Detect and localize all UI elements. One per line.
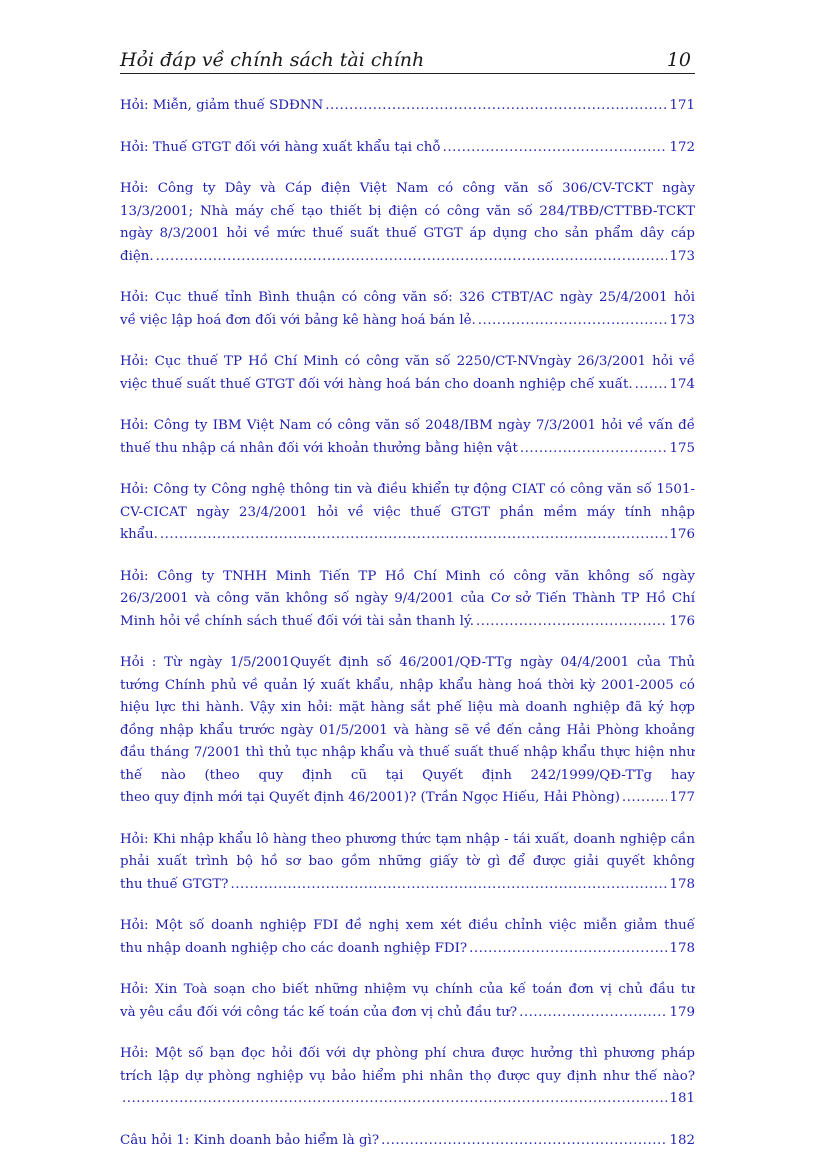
toc-entry-last-line: Hỏi: Miễn, giảm thuế SDĐNN — [120, 98, 324, 113]
toc-entry-text: Hỏi: Cục thuế tỉnh Bình thuận có công văn số: 326 CTBT/AC ngày 25/4/2001 hỏi — [120, 290, 695, 305]
toc-entry[interactable] — [120, 137, 695, 160]
toc-page-number[interactable]: 178 — [669, 876, 695, 892]
toc-page-number[interactable]: 176 — [669, 527, 695, 542]
dot-leader — [469, 938, 667, 961]
toc-leader-line — [120, 95, 695, 118]
toc-leader-line — [120, 438, 695, 461]
dot-leader — [622, 787, 668, 810]
toc-entry[interactable] — [120, 979, 695, 1024]
toc-entry-text: Hỏi: Một số doanh nghiệp FDI đề nghị xem xét điều chỉnh việc miễn giảm thuế — [120, 918, 695, 933]
toc-leader-line — [120, 938, 695, 961]
toc-entry-text: Hỏi: Một số bạn đọc hỏi đối với dự phòng phí chưa được hưởng thì phương pháp trích lập dự phòng nghiệp vụ bảo hiểm phi nhân thọ được quy định như thế nào? — [120, 1046, 695, 1084]
toc-entry[interactable] — [120, 829, 695, 897]
toc-entry-last-line: thu nhập doanh nghiệp cho các doanh nghiệp FDI? — [120, 940, 468, 956]
header-title: Hỏi đáp về chính sách tài chính — [120, 49, 425, 71]
toc-page-number[interactable]: 173 — [669, 248, 695, 264]
toc-entry[interactable] — [120, 95, 695, 118]
toc-entry-last-line: Minh hỏi về chính sách thuế đối với tài sản thanh lý. — [120, 613, 474, 629]
toc-leader-line — [120, 1002, 695, 1025]
toc-entry-last-line: theo quy định mới tại Quyết định 46/2001)? (Trần Ngọc Hiếu, Hải Phòng) — [120, 790, 620, 805]
toc-entry-last-line: Câu hỏi 1: Kinh doanh bảo hiểm là gì? — [120, 1132, 380, 1148]
dot-leader — [230, 874, 667, 897]
toc-entry-last-line: và yêu cầu đối với công tác kế toán của đơn vị chủ đầu tư? — [120, 1004, 518, 1020]
toc-page-number[interactable]: 173 — [669, 312, 695, 328]
toc-page-number[interactable]: 178 — [669, 940, 695, 956]
toc-entry[interactable] — [120, 178, 695, 268]
toc-entry-text: Hỏi: Xin Toà soạn cho biết những nhiệm vụ chính của kế toán đơn vị chủ đầu tư — [120, 982, 695, 997]
toc-entry-text: Hỏi: Công ty Công nghệ thông tin và điều khiển tự động CIAT có công văn số 1501-CV-CICAT ngày 23/4/2001 hỏi về việc thuế GTGT phần mềm máy tính nhập — [120, 482, 695, 520]
toc-leader-line — [120, 524, 695, 547]
toc-page-number[interactable]: 182 — [669, 1132, 695, 1148]
page-header — [120, 47, 695, 74]
toc-entry[interactable] — [120, 915, 695, 960]
dot-leader — [325, 95, 667, 118]
toc-entry-last-line: Hỏi: Thuế GTGT đối với hàng xuất khẩu tại chỗ — [120, 139, 441, 155]
toc-entry-text: Hỏi: Công ty IBM Việt Nam có công văn số 2048/IBM ngày 7/3/2001 hỏi về vấn đề — [120, 418, 695, 433]
toc-entry[interactable] — [120, 415, 695, 460]
toc-entry-text: Hỏi: Khi nhập khẩu lô hàng theo phương thức tạm nhập - tái xuất, doanh nghiệp cần phải xuất trình bộ hồ sơ bao gồm những giấy tờ gì để được giải quyết không — [120, 831, 695, 869]
toc-page-number[interactable]: 179 — [669, 1004, 695, 1020]
toc-entry-last-line: thu thuế GTGT? — [120, 876, 229, 892]
toc-entry-last-line: thuế thu nhập cá nhân đối với khoản thưởng bằng hiện vật — [120, 440, 518, 456]
dot-leader — [122, 1088, 667, 1111]
table-of-contents — [120, 95, 695, 1171]
toc-page-number[interactable]: 174 — [669, 376, 695, 392]
dot-leader — [519, 1002, 667, 1025]
toc-entry[interactable] — [120, 1043, 695, 1111]
toc-entry-text: Hỏi: Công ty Dây và Cáp điện Việt Nam có công văn số 306/CV-TCKT ngày 13/3/2001; Nhà máy chế tạo thiết bị điện có công văn số 284/TBĐ/CTTBĐ-TCKT ngày 8/3/2001 hỏi về mức thuế suất thuế GTGT áp dụng cho sản phẩm dây cáp — [120, 181, 695, 241]
dot-leader — [160, 524, 668, 547]
toc-leader-line — [120, 137, 695, 160]
dot-leader — [478, 310, 668, 333]
toc-page-number[interactable]: 172 — [669, 139, 695, 155]
toc-leader-line — [120, 1130, 695, 1153]
dot-leader — [156, 246, 668, 269]
toc-page-number[interactable]: 176 — [669, 613, 695, 629]
toc-leader-line — [120, 874, 695, 897]
toc-entry-text: Hỏi : Từ ngày 1/5/2001Quyết định số 46/2001/QĐ-TTg ngày 04/4/2001 của Thủ tướng Chính phủ về quản lý xuất khẩu, nhập khẩu hàng hoá thời kỳ 2001-2005 có hiệu lực thi hành. Vậy xin hỏi: mặt hàng sắt phế liệu mà doanh nghiệp đã ký hợp đồng nhập khẩu trước ngày 01/5/2001 và hàng sẽ về đến cảng Hải Phòng khoảng đầu tháng 7/2001 thì thủ tục nhập khẩu và thuế suất thuế nhập khẩu thực hiện như thế nào (theo quy định cũ tại Quyết định 242/1999/QĐ-TTg hay — [120, 655, 695, 783]
toc-entry[interactable] — [120, 287, 695, 332]
toc-entry-last-line: về việc lập hoá đơn đối với bảng kê hàng hoá bán lẻ. — [120, 312, 476, 328]
toc-leader-line — [120, 1088, 695, 1111]
toc-entry-text: Hỏi: Cục thuế TP Hồ Chí Minh có công văn số 2250/CT-NVngày 26/3/2001 hỏi về — [120, 354, 695, 369]
dot-leader — [381, 1130, 667, 1153]
toc-page-number[interactable]: 175 — [669, 440, 695, 456]
toc-entry[interactable] — [120, 479, 695, 547]
dot-leader — [443, 137, 668, 160]
toc-page-number[interactable]: 171 — [669, 98, 695, 113]
dot-leader — [635, 374, 668, 397]
toc-leader-line — [120, 787, 695, 810]
toc-entry-last-line: việc thuế suất thuế GTGT đối với hàng hoá bán cho doanh nghiệp chế xuất. — [120, 376, 633, 392]
header-page-number: 10 — [666, 49, 691, 71]
dot-leader — [520, 438, 668, 461]
toc-entry-last-line: khẩu. — [120, 527, 158, 542]
toc-leader-line — [120, 374, 695, 397]
toc-page-number[interactable]: 177 — [669, 790, 695, 805]
toc-leader-line — [120, 246, 695, 269]
toc-entry-text: Hỏi: Công ty TNHH Minh Tiến TP Hồ Chí Minh có công văn không số ngày 26/3/2001 và công văn không số ngày 9/4/2001 của Cơ sở Tiến Thành TP Hồ Chí — [120, 568, 695, 606]
toc-entry[interactable] — [120, 566, 695, 634]
toc-entry[interactable] — [120, 652, 695, 810]
toc-entry[interactable] — [120, 351, 695, 396]
toc-leader-line — [120, 310, 695, 333]
toc-page-number[interactable]: 181 — [669, 1091, 695, 1106]
toc-entry[interactable] — [120, 1130, 695, 1153]
toc-leader-line — [120, 611, 695, 634]
dot-leader — [476, 611, 667, 634]
toc-entry-last-line: điện. — [120, 248, 154, 264]
